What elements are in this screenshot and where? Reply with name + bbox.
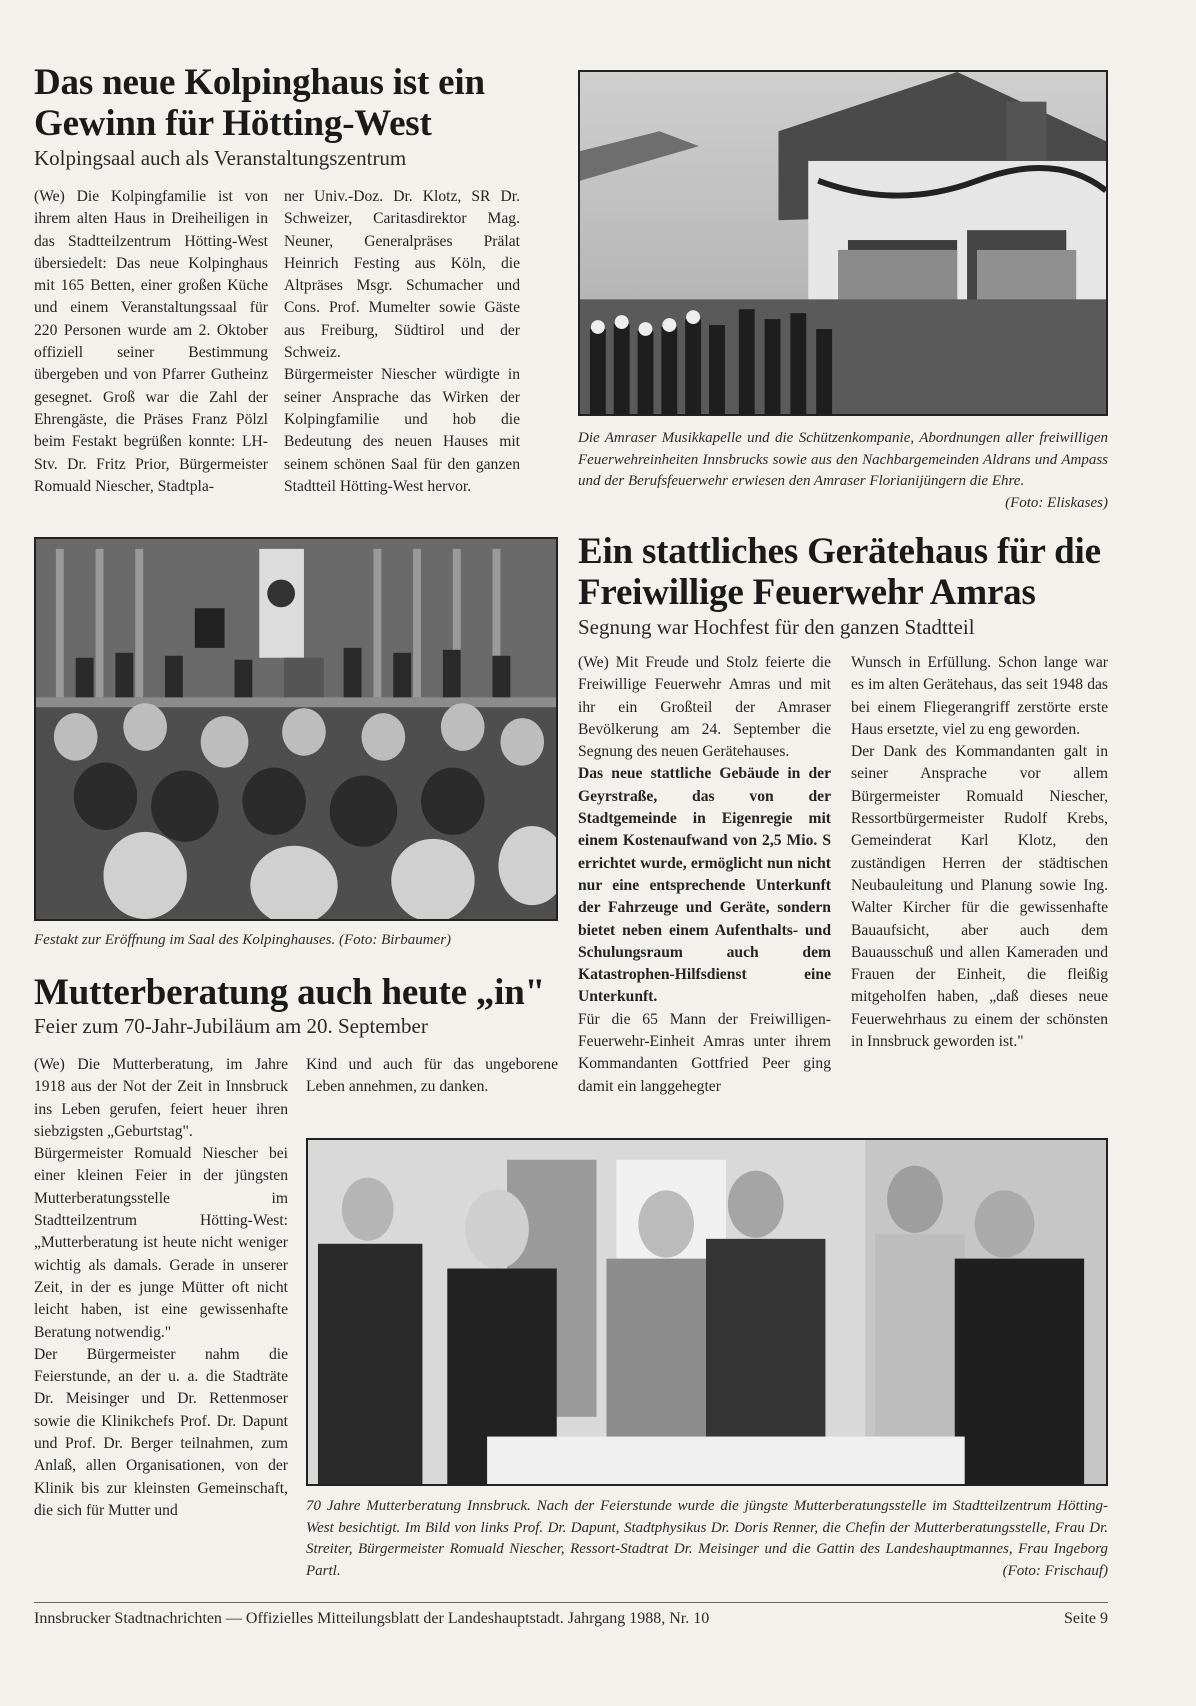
article3-paragraph: Kind und auch für das ungeborene Leben annehmen, zu danken. [306,1056,558,1096]
kolping-hall-photo [34,537,558,921]
group-photo [306,1138,1108,1486]
fire-station-photo-credit: (Foto: Eliskases) [1005,494,1108,511]
article2-paragraph: Wunsch in Erfüllung. Schon lange war es im alten Gerätehaus, das seit 1948 das bei einem Fliegerangriff zerstörte erste Haus ersetzte, viel zu eng geworden. [851,654,1108,738]
article1-paragraph: ner Univ.-Doz. Dr. Klotz, SR Dr. Schweizer, Caritasdirektor Mag. Neuner, Generalpräses Prälat Heinrich Festing aus Köln, die Altpräses Msgr. Schumacher und Cons. Prof. Mumelter sowie Gäste aus Freiburg, Südtirol und der Schweiz. [284,188,520,362]
article3-title: Mutterberatung auch heute „in" [34,972,545,1013]
article2-paragraph: Der Dank des Kommandanten galt in seiner Ansprache vor allem Bürgermeister Romuald Niescher, Ressortbürgermeister Rudolf Krebs, Gemeinderat Karl Klotz, den zuständigen Herren der städtischen Neubauleitung und Planung sowie Ing. Walter Kircher für die gewissenhafte Bauaufsicht, aber auch dem Bauausschuß und allen Kameraden und Frauen der Einheit, die fleißig mitgeholfen haben, „daß dieses neue Feuerwehrhaus zu einem der schönsten in Innsbruck geworden ist." [851,743,1108,1051]
group-photo-caption [306,1496,1108,1582]
group-photo-credit: (Foto: Frischauf) [1002,1562,1108,1579]
article2-bold-paragraph: Das neue stattliche Gebäude in der Geyrstraße, das von der Stadtgemeinde in Eigenregie mit einem Kostenaufwand von 2,5 Mio. S errichtet wurde, ermöglicht nun nicht nur eine entsprechende Unterkunft der Fahrzeuge und Geräte, sondern bietet neben einem Aufenthalts- und Schulungsraum auch dem Katastrophen-Hilfsdienst eine Unterkunft. [578,765,831,1006]
article2-column-1 [578,652,831,1098]
footer-page-number: Seite 9 [1064,1610,1108,1627]
article3-paragraph: Der Bürgermeister nahm die Feierstunde, an der u. a. die Stadträte Dr. Meisinger und Dr. Rettenmoser sowie die Klinikchefs Prof. Dr. Dapunt und Prof. Dr. Berger teilnahmen, zum Anlaß, allen Organisationen, von der Klinik bis zur kleinsten Gemeinschaft, die sich für Mutter und [34,1345,288,1519]
article1-title: Das neue Kolpinghaus ist ein Gewinn für Hötting-West [34,62,485,145]
article2-title: Ein stattliches Gerätehaus für die Freiwillige Feuerwehr Amras [578,531,1101,614]
article1-subtitle: Kolpingsaal auch als Veranstaltungszentrum [34,146,407,170]
fire-station-photo [578,70,1108,416]
article2-subtitle: Segnung war Hochfest für den ganzen Stadtteil [578,615,975,639]
article2-paragraph: Für die 65 Mann der Freiwilligen-Feuerwehr-Einheit Amras unter ihrem Kommandanten Gottfried Peer ging damit ein langgehegter [578,1010,831,1095]
article3-paragraph: Bürgermeister Romuald Niescher bei einer kleinen Feier in der jüngsten Mutterberatungsstelle im Stadtteilzentrum Hötting-West: „Mutterberatung ist heute nicht weniger wichtig als damals. Gerade in unserer Zeit, in der es junge Mütter oft nicht leicht haben, ist eine gewissenhafte Beratung notwendig." [34,1145,288,1341]
article3-column-1 [34,1054,288,1522]
article3-paragraph: (We) Die Mutterberatung, im Jahre 1918 aus der Not der Zeit in Innsbruck ins Leben gerufen, feiert heuer ihren siebzigsten „Geburtstag". [34,1056,288,1140]
fire-station-caption [578,428,1108,514]
article2-paragraph: (We) Mit Freude und Stolz feierte die Freiwillige Feuerwehr Amras und mit ihr ein Großteil der Amraser Bevölkerung am 24. September die Segnung des neuen Gerätehauses. [578,654,831,761]
article3-subtitle: Feier zum 70-Jahr-Jubiläum am 20. September [34,1014,428,1038]
fire-station-caption-text: Die Amraser Musikkapelle und die Schützenkompanie, Abordnungen aller freiwilligen Feuerwehreinheiten Innsbrucks sowie aus den Nachbargemeinden Aldrans und Ampass und der Berufsfeuerwehr erwiesen den Amraser Florianijüngern die Ehre. [578,430,1108,489]
kolping-hall-caption: Festakt zur Eröffnung im Saal des Kolpinghauses. (Foto: Birbaumer) [34,932,452,948]
article1-column-2 [284,186,520,498]
article2-column-2 [851,652,1108,1053]
group-photo-caption-text: 70 Jahre Mutterberatung Innsbruck. Nach der Feierstunde wurde die jüngste Mutterberatungsstelle im Stadtteilzentrum Hötting-West besichtigt. Im Bild von links Prof. Dr. Dapunt, Stadtphysikus Dr. Doris Renner, die Chefin der Mutterberatungsstelle, Frau Dr. Streiter, Bürgermeister Romuald Niescher, Ressort-Stadtrat Dr. Meisinger und die Gattin des Landeshauptmannes, Frau Ingeborg Partl. [306,1498,1108,1579]
article3-column-2 [306,1054,558,1099]
footer-rule [34,1602,1108,1603]
article1-paragraph: Bürgermeister Niescher würdigte in seiner Ansprache das Wirken der Kolpingfamilie und hob die Bedeutung des neuen Hauses mit seinem schönen Saal für den ganzen Stadtteil Hötting-West hervor. [284,366,520,495]
article1-column-1 [34,186,268,498]
article1-paragraph: (We) Die Kolpingfamilie ist von ihrem alten Haus in Dreiheiligen in das Stadtteilzentrum Hötting-West übersiedelt: Das neue Kolpinghaus mit 165 Betten, einer großen Küche und einem Veranstaltungssaal für 220 Personen wurde am 2. Oktober offiziell seiner Bestimmung übergeben und von Pfarrer Gutheinz gesegnet. Groß war die Zahl der Ehrengäste, die Präses Franz Pölzl beim Festakt begrüßen konnte: LH-Stv. Dr. Fritz Prior, Bürgermeister Romuald Niescher, Stadtpla- [34,188,268,495]
footer-publication: Innsbrucker Stadtnachrichten — Offizielles Mitteilungsblatt der Landeshauptstadt. Jahrgang 1988, Nr. 10 [34,1610,710,1627]
